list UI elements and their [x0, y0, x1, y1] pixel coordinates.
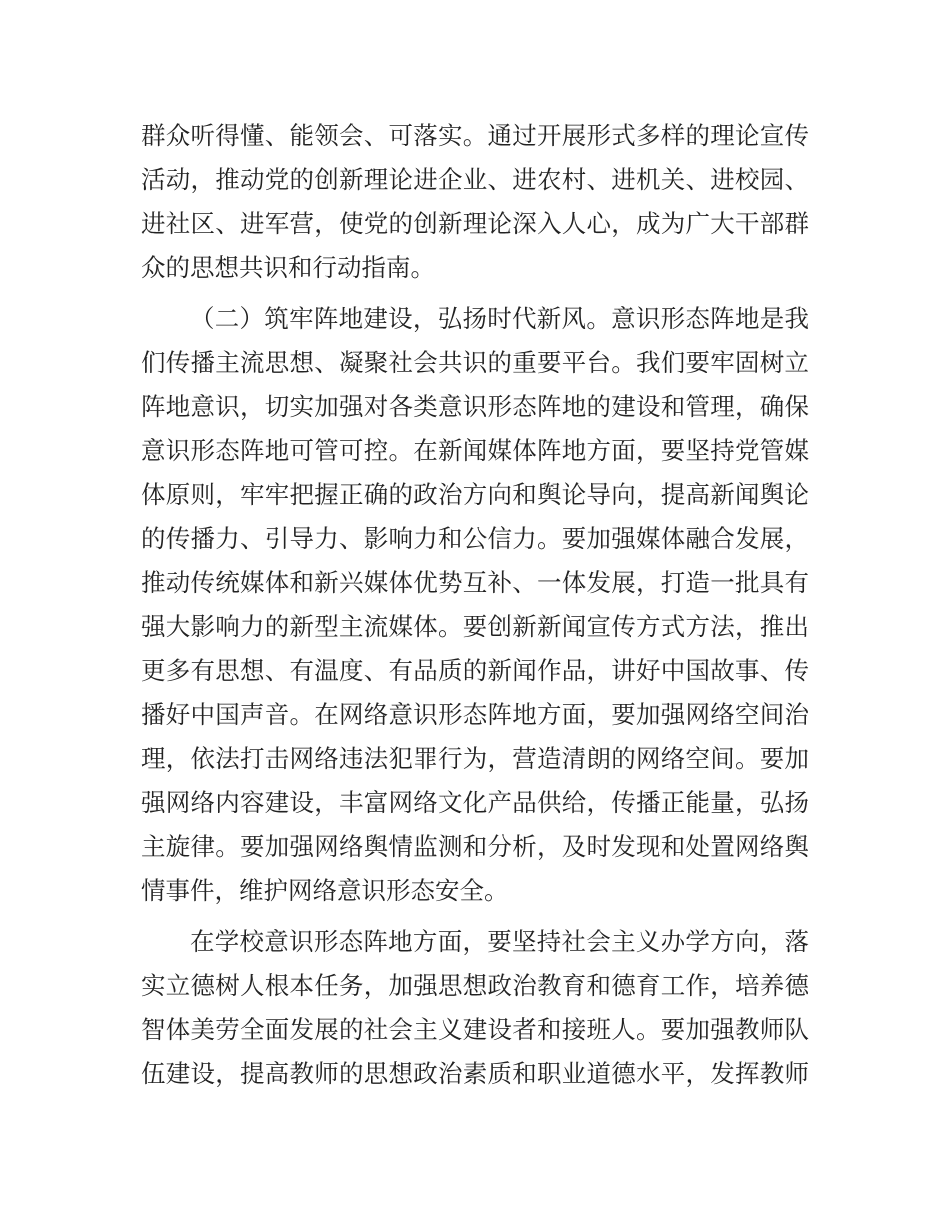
text-line: 体原则，牢牢把握正确的政治方向和舆论导向，提高新闻舆论	[141, 480, 809, 509]
text-line: 进社区、进军营，使党的创新理论深入人心，成为广大干部群	[141, 209, 809, 238]
text-line: 实立德树人根本任务，加强思想政治教育和德育工作，培养德	[141, 971, 809, 1000]
text-line: 智体美劳全面发展的社会主义建设者和接班人。要加强教师队	[141, 1015, 809, 1044]
text-line: 播好中国声音。在网络意识形态阵地方面，要加强网络空间治	[141, 700, 809, 729]
text-line: 在学校意识形态阵地方面，要坚持社会主义办学方向，落	[190, 927, 809, 956]
document-body	[141, 114, 809, 1096]
text-line: 的传播力、引导力、影响力和公信力。要加强媒体融合发展，	[141, 524, 809, 553]
text-line: 主旋律。要加强网络舆情监测和分析，及时发现和处置网络舆	[141, 832, 809, 861]
paragraph-3	[141, 920, 809, 1096]
text-line: 强大影响力的新型主流媒体。要创新新闻宣传方式方法，推出	[141, 612, 809, 641]
text-line: （二）筑牢阵地建设，弘扬时代新风。意识形态阵地是我	[190, 304, 809, 333]
text-line: 强网络内容建设，丰富网络文化产品供给，传播正能量，弘扬	[141, 788, 809, 817]
text-line: 伍建设，提高教师的思想政治素质和职业道德水平，发挥教师	[141, 1059, 809, 1088]
text-line: 意识形态阵地可管可控。在新闻媒体阵地方面，要坚持党管媒	[141, 436, 809, 465]
text-line: 推动传统媒体和新兴媒体优势互补、一体发展，打造一批具有	[141, 568, 809, 597]
text-line: 众的思想共识和行动指南。	[141, 253, 435, 282]
text-line: 活动，推动党的创新理论进企业、进农村、进机关、进校园、	[141, 165, 809, 194]
text-line: 情事件，维护网络意识形态安全。	[141, 876, 509, 905]
text-line: 群众听得懂、能领会、可落实。通过开展形式多样的理论宣传	[141, 121, 809, 150]
text-line: 理，依法打击网络违法犯罪行为，营造清朗的网络空间。要加	[141, 744, 809, 773]
paragraph-1	[141, 114, 809, 290]
text-line: 阵地意识，切实加强对各类意识形态阵地的建设和管理，确保	[141, 392, 809, 421]
text-line: 们传播主流思想、凝聚社会共识的重要平台。我们要牢固树立	[141, 348, 809, 377]
text-line: 更多有思想、有温度、有品质的新闻作品，讲好中国故事、传	[141, 656, 809, 685]
paragraph-2	[141, 297, 809, 913]
